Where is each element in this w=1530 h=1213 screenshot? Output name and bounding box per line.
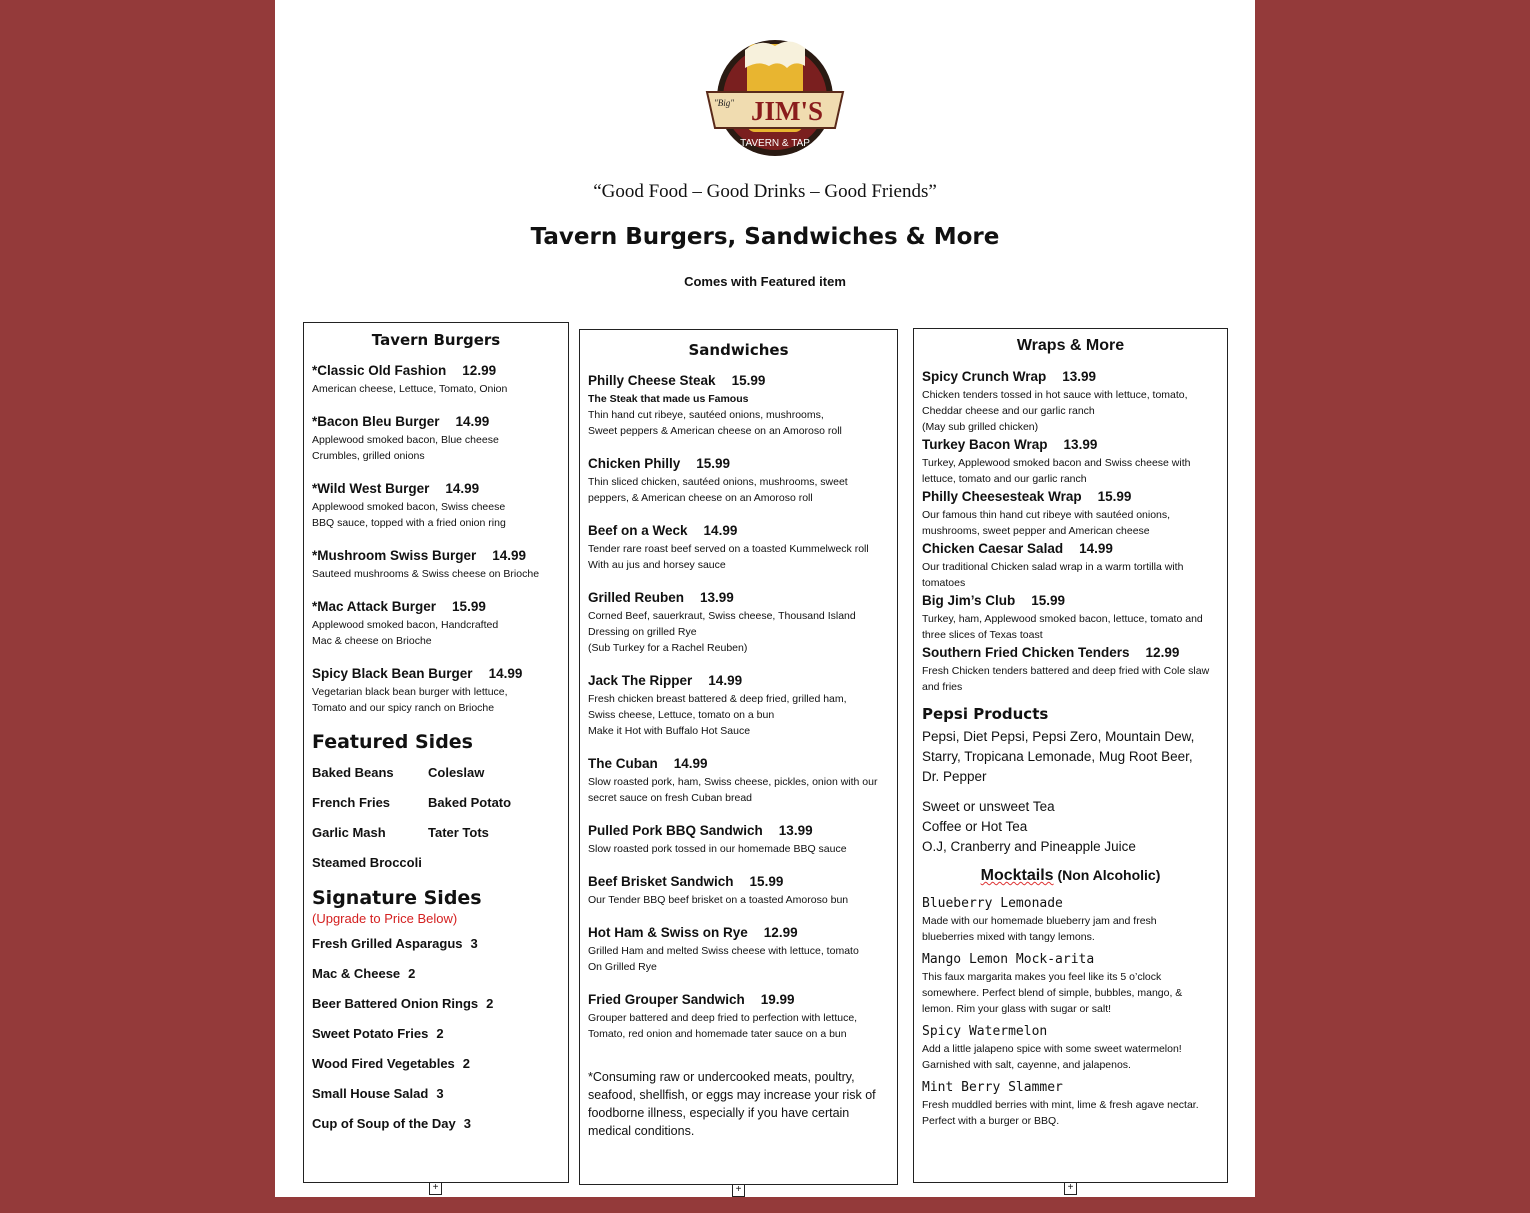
featured-sides-title: Featured Sides [312,731,473,753]
side-item: French Fries [312,795,391,810]
item-description: Make it Hot with Buffalo Hot Sauce [588,725,751,737]
item-title [922,643,1219,663]
mocktail-name: Mango Lemon Mock-arita [922,952,1095,967]
item-description: Our Tender BBQ beef brisket on a toasted Amoroso bun [588,894,849,906]
item-title [312,479,560,499]
item-title [588,454,889,474]
pepsi-title: Pepsi Products [922,705,1049,723]
upgrade-note: (Upgrade to Price Below) [312,911,458,926]
menu-item [588,990,889,1042]
item-title [588,872,889,892]
side-name: Small House Salad [312,1086,429,1101]
item-name: Chicken Caesar Salad [922,541,1064,556]
big-jims-logo [705,36,845,160]
menu-item [922,487,1219,539]
side-price: 3 [436,1086,444,1101]
item-title [588,754,889,774]
item-name: Hot Ham & Swiss on Rye [588,925,748,940]
item-description: Mac & cheese on Brioche [312,635,432,647]
item-description: American cheese, Lettuce, Tomato, Onion [312,383,508,395]
item-name: *Mac Attack Burger [312,599,437,614]
item-price: 15.99 [1097,489,1132,504]
item-name: Grilled Reuben [588,590,685,605]
signature-side [312,934,560,954]
item-description: Grouper battered and deep fried to perfection with lettuce, [588,1012,858,1024]
page-title: Tavern Burgers, Sandwiches & More [530,224,1000,250]
item-price: 12.99 [1145,645,1180,660]
item-price: 14.99 [492,548,527,563]
item-name: Fried Grouper Sandwich [588,992,745,1007]
item-name: Spicy Black Bean Burger [312,666,473,681]
signature-side [312,994,560,1014]
item-name: *Wild West Burger [312,481,430,496]
item-name: Turkey Bacon Wrap [922,437,1048,452]
mocktail-description: Perfect with a burger or BBQ. [922,1115,1060,1127]
item-description: Vegetarian black bean burger with lettuce, [312,686,508,698]
item-name: *Classic Old Fashion [312,363,447,378]
menu-item [922,367,1219,435]
item-description: mushrooms, sweet pepper and American cheese [922,525,1150,537]
mocktail-item [922,895,1219,945]
item-price: 14.99 [445,481,480,496]
menu-item [312,361,560,397]
side-name: Beer Battered Onion Rings [312,996,479,1011]
item-name: Spicy Crunch Wrap [922,369,1047,384]
signature-sides-title: Signature Sides [312,887,482,909]
item-title [922,367,1219,387]
signature-sides-list [312,934,560,1134]
soda-line: Pepsi, Diet Pepsi, Pepsi Zero, Mountain Dew, [922,729,1195,744]
side-item: Garlic Mash [312,825,386,840]
item-description: Turkey, ham, Applewood smoked bacon, lettuce, tomato and [922,613,1203,625]
section-title: Sandwiches [688,341,789,359]
menu-item [588,754,889,806]
menu-item [588,454,889,506]
burgers-column [303,322,569,1193]
item-name: *Mushroom Swiss Burger [312,548,477,563]
item-description: Slow roasted pork, ham, Swiss cheese, pickles, onion with our [588,776,878,788]
item-price: 13.99 [1062,369,1097,384]
expand-icon[interactable]: + [1064,1182,1077,1195]
menu-item [312,479,560,531]
item-description: Fresh chicken breast battered & deep fried, grilled ham, [588,693,847,705]
menu-item [588,521,889,573]
side-price: 2 [436,1026,444,1041]
mocktail-description: Add a little jalapeno spice with some sweet watermelon! [922,1043,1182,1055]
item-title [588,588,889,608]
menu-item [922,591,1219,643]
item-description: Tender rare roast beef served on a toasted Kummelweck roll [588,543,869,555]
item-title [588,671,889,691]
item-description: Our traditional Chicken salad wrap in a warm tortilla with [922,561,1184,573]
item-description: With au jus and horsey sauce [588,559,726,571]
item-description: (May sub grilled chicken) [922,421,1039,433]
item-price: 14.99 [1079,541,1113,556]
item-description: peppers, & American cheese on an Amoroso roll [588,492,813,504]
tagline: “Good Food – Good Drinks – Good Friends” [593,181,937,202]
item-title [588,371,889,391]
item-description: Cheddar cheese and our garlic ranch [922,405,1095,417]
item-name: Philly Cheesesteak Wrap [922,489,1082,504]
item-description: Turkey, Applewood smoked bacon and Swiss cheese with [922,457,1191,469]
svg-text:TAVERN & TAP: TAVERN & TAP [740,138,810,149]
item-title [922,591,1219,611]
svg-text:"Big": "Big" [714,98,735,108]
menu-item [922,435,1219,487]
item-description: Fresh Chicken tenders battered and deep fried with Cole slaw [922,665,1210,677]
subtitle: Comes with Featured item [684,274,846,289]
soda-list [922,727,1219,787]
wraps-column [913,328,1228,1193]
menu-item [588,671,889,739]
item-description: Tomato and our spicy ranch on Brioche [312,702,495,714]
side-item: Tater Tots [428,825,489,840]
item-description: Applewood smoked bacon, Blue cheese [312,434,499,446]
item-description: Sauteed mushrooms & Swiss cheese on Brioche [312,568,540,580]
item-price: 14.99 [455,414,490,429]
mocktail-name: Blueberry Lemonade [922,896,1063,911]
item-description: lettuce, tomato and our garlic ranch [922,473,1087,485]
item-price: 13.99 [778,823,813,838]
item-description: secret sauce on fresh Cuban bread [588,792,753,804]
side-item: Coleslaw [428,765,485,780]
item-title [922,487,1219,507]
mocktail-item [922,1023,1219,1073]
menu-item [312,412,560,464]
item-description: Chicken tenders tossed in hot sauce with lettuce, tomato, [922,389,1188,401]
item-description: Sweet peppers & American cheese on an Amoroso roll [588,425,842,437]
mocktail-name: Mint Berry Slammer [922,1080,1063,1095]
item-title [312,361,560,381]
item-name: Beef Brisket Sandwich [588,874,734,889]
item-description: Applewood smoked bacon, Swiss cheese [312,501,506,513]
item-description: Tomato, red onion and homemade tater sauce on a bun [588,1028,847,1040]
menu-item [922,539,1219,591]
side-price: 3 [470,936,478,951]
item-description: Dressing on grilled Rye [588,626,697,638]
section-title: Tavern Burgers [371,331,501,349]
other-drinks-list [922,797,1219,857]
item-price: 15.99 [696,456,731,471]
side-item: Baked Potato [428,795,512,810]
mocktail-name: Spicy Watermelon [922,1024,1048,1039]
item-price: 14.99 [488,666,523,681]
mocktail-item [922,951,1219,1017]
side-name: Fresh Grilled Asparagus [312,936,463,951]
item-description: (Sub Turkey for a Rachel Reuben) [588,642,748,654]
disclaimer: *Consuming raw or undercooked meats, poultry, seafood, shellfish, or eggs may increase your risk of foodborne illness, especially if you have certain medical conditions. [588,1070,876,1138]
item-price: 12.99 [763,925,798,940]
item-price: 14.99 [703,523,738,538]
item-description: Swiss cheese, Lettuce, tomato on a bun [588,709,775,721]
item-price: 14.99 [673,756,708,771]
menu-item [588,821,889,857]
soda-line: Starry, Tropicana Lemonade, Mug Root Beer, [922,749,1193,764]
expand-icon[interactable]: + [732,1184,745,1197]
item-price: 15.99 [749,874,784,889]
section-title: Wraps & More [1016,337,1125,354]
menu-item [312,664,560,716]
item-name: Jack The Ripper [588,673,693,688]
item-price: 13.99 [700,590,734,605]
side-price: 3 [463,1116,471,1131]
item-name: Big Jim’s Club [922,593,1016,608]
item-title [922,435,1219,455]
signature-side [312,1084,560,1104]
sandwiches-column [579,329,898,1195]
side-name: Mac & Cheese [312,966,401,981]
mocktail-description: lemon. Rim your glass with sugar or salt! [922,1003,1112,1015]
side-name: Wood Fired Vegetables [312,1056,455,1071]
mocktail-item [922,1079,1219,1129]
item-name: The Cuban [588,756,658,771]
mocktail-description: Garnished with salt, cayenne, and jalapenos. [922,1059,1131,1071]
mocktail-description: somewhere. Perfect blend of simple, bubbles, mango, & [922,987,1183,999]
item-price: 12.99 [462,363,497,378]
side-price: 2 [408,966,416,981]
item-price: 14.99 [708,673,743,688]
item-title [588,990,889,1010]
item-title [588,521,889,541]
signature-side [312,1114,560,1134]
featured-sides-list [312,763,560,873]
item-description: Thin hand cut ribeye, sautéed onions, mushrooms, [588,409,824,421]
item-description: Applewood smoked bacon, Handcrafted [312,619,499,631]
menu-item [922,643,1219,695]
mocktails-note: (Non Alcoholic) [1057,867,1161,883]
side-name: Sweet Potato Fries [312,1026,429,1041]
signature-side [312,1054,560,1074]
expand-icon[interactable]: + [429,1182,442,1195]
mocktail-description: Fresh muddled berries with mint, lime & fresh agave nectar. [922,1099,1199,1111]
item-title [312,546,560,566]
soda-line: Dr. Pepper [922,769,987,784]
mocktail-description: This faux margarita makes you feel like its 5 o’clock [922,971,1162,983]
item-description: Thin sliced chicken, sautéed onions, mushrooms, sweet [588,476,848,488]
signature-side [312,964,560,984]
item-description: Corned Beef, sauerkraut, Swiss cheese, Thousand Island [588,610,856,622]
item-name: Beef on a Weck [588,523,688,538]
wraps-list [922,367,1219,695]
item-title [312,412,560,432]
svg-text:JIM'S: JIM'S [750,96,824,126]
menu-item [312,597,560,649]
signature-side [312,1024,560,1044]
sandwiches-list [588,371,889,1042]
item-description: Slow roasted pork tossed in our homemade BBQ sauce [588,843,847,855]
item-price: 13.99 [1063,437,1098,452]
mocktails-list [922,895,1219,1129]
item-price: 15.99 [1031,593,1066,608]
item-name: Chicken Philly [588,456,681,471]
side-item: Baked Beans [312,765,394,780]
menu-item [588,371,889,439]
item-price: 15.99 [452,599,486,614]
item-description: three slices of Texas toast [922,629,1043,641]
item-description: Our famous thin hand cut ribeye with sautéed onions, [922,509,1171,521]
item-price: 19.99 [760,992,795,1007]
item-description: Crumbles, grilled onions [312,450,425,462]
item-description: tomatoes [922,577,966,589]
item-title [588,821,889,841]
menu-item [588,588,889,656]
menu-item [312,546,560,582]
item-title [588,923,889,943]
item-tagline: The Steak that made us Famous [588,393,749,405]
item-description: and fries [922,681,963,693]
item-description: BBQ sauce, topped with a fried onion ring [312,517,506,529]
menu-item [588,872,889,908]
item-description: On Grilled Rye [588,961,657,973]
item-title [312,664,560,684]
side-name: Cup of Soup of the Day [312,1116,456,1131]
menu-item [588,923,889,975]
mocktails-title: Mocktails [980,867,1054,884]
item-title [922,539,1219,559]
drink-line: O.J, Cranberry and Pineapple Juice [922,839,1136,854]
side-price: 2 [462,1056,471,1071]
mocktails-heading [922,867,1219,885]
item-name: Philly Cheese Steak [588,373,716,388]
mocktail-description: blueberries mixed with tangy lemons. [922,931,1095,943]
item-name: *Bacon Bleu Burger [312,414,440,429]
side-price: 2 [486,996,494,1011]
item-name: Pulled Pork BBQ Sandwich [588,823,763,838]
item-name: Southern Fried Chicken Tenders [922,645,1130,660]
mocktail-description: Made with our homemade blueberry jam and fresh [922,915,1157,927]
burgers-list [312,361,560,716]
drink-line: Sweet or unsweet Tea [922,799,1055,814]
item-price: 15.99 [731,373,766,388]
side-item: Steamed Broccoli [312,855,422,870]
item-description: Grilled Ham and melted Swiss cheese with lettuce, tomato [588,945,859,957]
drink-line: Coffee or Hot Tea [922,819,1028,834]
item-title [312,597,560,617]
